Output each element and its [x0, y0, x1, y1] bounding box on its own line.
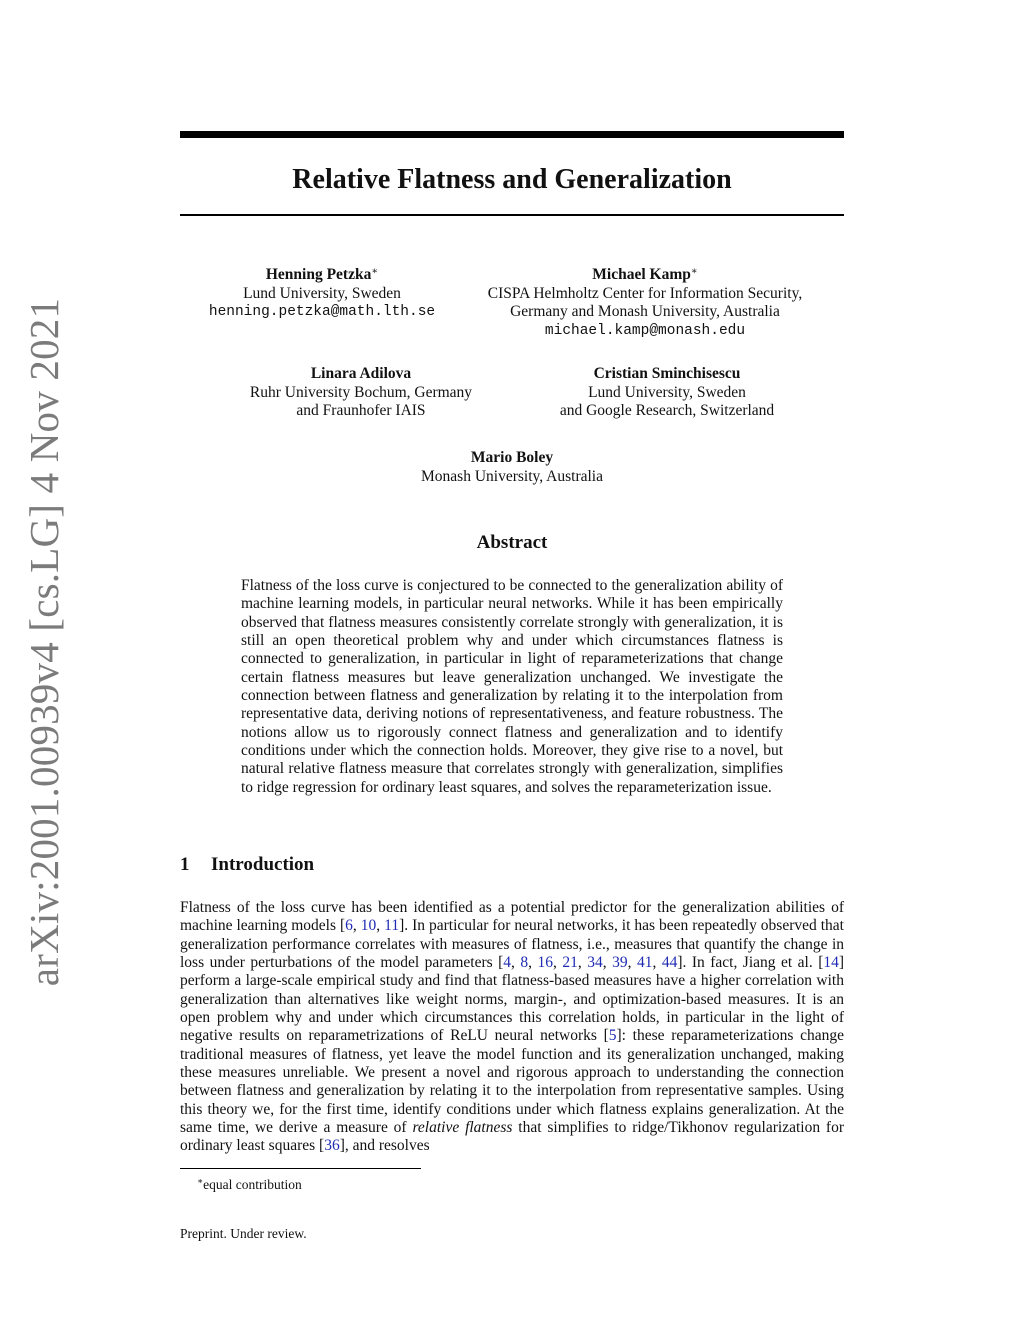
emphasized-term: relative flatness	[412, 1119, 513, 1137]
text-run: ]. In fact, Jiang et al. [	[677, 954, 824, 972]
footnote-rule	[180, 1168, 421, 1169]
author-affiliation: CISPA Helmholtz Center for Information Security,	[487, 284, 803, 302]
author-affiliation: Lund University, Sweden	[243, 284, 401, 302]
paper-title: Relative Flatness and Generalization	[292, 164, 732, 195]
author-block	[180, 263, 464, 322]
text-run: ], and resolves	[339, 1137, 430, 1155]
author-affiliation: and Google Research, Switzerland	[559, 402, 775, 419]
author-name: Linara Adilova	[310, 365, 412, 382]
author-name: Mario Boley	[470, 449, 554, 466]
page-footer: Preprint. Under review.	[180, 1226, 307, 1241]
text-run: ,	[652, 954, 662, 972]
citation-link[interactable]: 6	[345, 917, 353, 935]
citation-link[interactable]: 21	[562, 954, 578, 972]
citation-link[interactable]: 34	[587, 954, 603, 972]
citation-link[interactable]: 14	[823, 954, 839, 972]
text-run: ,	[352, 917, 361, 935]
text-run: ,	[528, 954, 538, 972]
author-affiliation: Monash University, Australia	[421, 467, 603, 485]
citation-link[interactable]: 10	[360, 917, 377, 935]
text-run: ]. In particular for neural networks, it has been repeatedly observed that generalization performance correlates with measures of flatness, i.e., measures that quantify the change in loss under perturbations of the model parameters [	[180, 917, 844, 972]
footnote	[197, 1173, 302, 1193]
text-run: ,	[376, 917, 385, 935]
abstract-text: Flatness of the loss curve is conjectured to be connected to the generalization ability of machine learning models, in particular neural networks. While it has been empirically observed that flatness measures consistently correlate strongly with generalization, it is still an open theoretical problem why and under which circumstances flatness is connected to generalization, in particular in light of reparameterizations that change certain flatness measures but leave generalization unchanged. We investigate the connection between flatness and generalization by relating it to the interpolation from representative data, deriving notions of representativeness, and feature robustness. The notions allow us to rigorously connect flatness and generalization and to identify conditions under which the connection holds. Moreover, they give rise to a novel, but natural relative flatness measure that correlates strongly with generalization, simplifies to ridge regression for ordinary least squares, and solves the reparameterization issue.	[241, 577, 783, 796]
citation-link[interactable]: 4	[503, 954, 512, 972]
author-affiliation: Ruhr University Bochum, Germany	[249, 383, 473, 401]
author-affiliation: Lund University, Sweden	[588, 383, 746, 401]
author-block	[362, 449, 662, 486]
text-run: Flatness of the loss curve has been identified as a potential predictor for the generalization abilities of machine learning models [	[180, 899, 844, 935]
citation-link[interactable]: 36	[324, 1137, 340, 1155]
text-run: ,	[602, 954, 613, 972]
author-name: Michael Kamp	[592, 266, 691, 283]
author-email[interactable]: michael.kamp@monash.edu	[544, 322, 746, 339]
author-name: Henning Petzka	[265, 266, 372, 283]
footnote-text: equal contribution	[203, 1177, 302, 1192]
author-block	[464, 263, 826, 340]
text-run: ] perform a large-scale empirical study and find that flatness-based measures have a higher correlation with generalization than alternatives like weight norms, margin-, and optimization-based measures. It is an open problem why and under which circumstances this correlation holds, in particular in the light of negative results on reparametrizations of ReLU neural networks [	[180, 954, 845, 1045]
text-run: ,	[577, 954, 588, 972]
author-email[interactable]: henning.petzka@math.lth.se	[208, 304, 436, 320]
abstract-heading: Abstract	[476, 532, 548, 553]
arxiv-identifier: arXiv:2001.00939v4 [cs.LG] 4 Nov 2021	[21, 297, 67, 987]
citation-link[interactable]: 41	[636, 954, 653, 972]
title-bottom-rule	[180, 214, 844, 216]
citation-link[interactable]: 39	[612, 954, 628, 972]
introduction-paragraph	[180, 899, 844, 1156]
title-top-rule	[180, 131, 844, 138]
text-run: ,	[511, 954, 521, 972]
author-name: Cristian Sminchisescu	[593, 365, 741, 382]
equal-contribution-mark: ∗	[690, 266, 698, 277]
citation-link[interactable]: 44	[661, 954, 678, 972]
text-run: ,	[627, 954, 637, 972]
section-title: Introduction	[211, 854, 315, 875]
author-affiliation: Germany and Monash University, Australia	[510, 303, 780, 320]
section-number: 1	[180, 854, 190, 875]
citation-link[interactable]: 11	[384, 917, 400, 935]
author-affiliation: and Fraunhofer IAIS	[296, 402, 426, 419]
text-run: that simplifies to ridge/Tikhonov regularization for ordinary least squares [	[180, 1119, 844, 1155]
section-heading	[180, 852, 314, 878]
citation-link[interactable]: 16	[537, 954, 554, 972]
text-run: ,	[553, 954, 563, 972]
author-block	[516, 365, 818, 421]
text-run: ]: these reparameterizations change traditional measures of flatness, yet leave the model function and its generalization unchanged, making these measures unreliable. We present a novel and rigorous approach to understanding the connection between flatness and generalization by relating it to the interpolation from representative samples. Using this theory we, for the first time, identify conditions under which flatness explains generalization. At the same time, we derive a measure of	[180, 1027, 844, 1137]
citation-link[interactable]: 5	[608, 1027, 617, 1045]
footnote-mark: ∗	[197, 1176, 204, 1186]
citation-link[interactable]: 8	[520, 954, 529, 972]
equal-contribution-mark: ∗	[371, 266, 379, 277]
author-block	[220, 365, 502, 421]
